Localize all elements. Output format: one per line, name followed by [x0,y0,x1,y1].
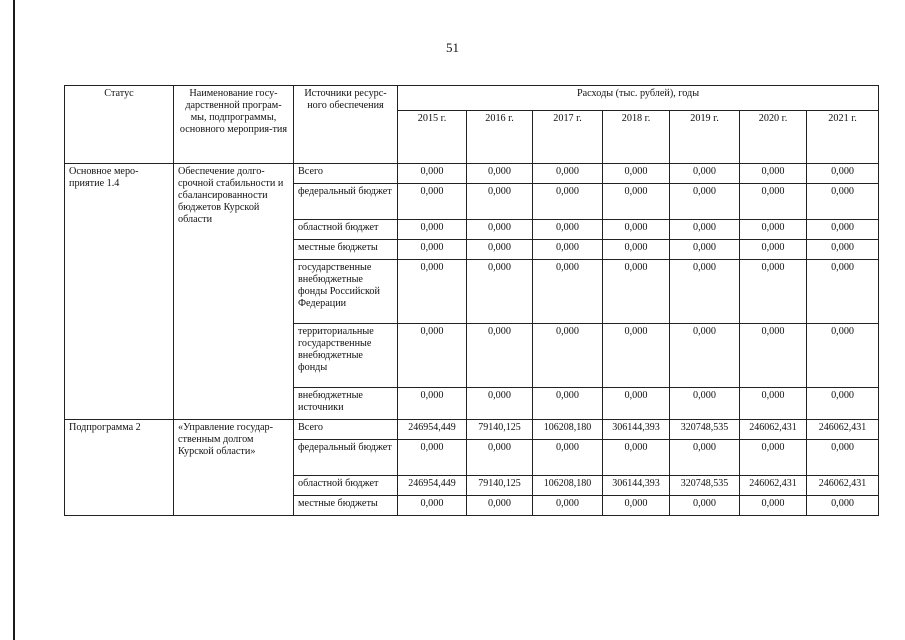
value-cell: 0,000 [533,324,603,388]
value-cell: 0,000 [740,240,807,260]
value-cell: 0,000 [603,220,670,240]
source-cell: местные бюджеты [294,496,398,516]
value-cell: 0,000 [740,496,807,516]
value-cell: 0,000 [398,388,467,420]
source-cell: внебюджетные источники [294,388,398,420]
source-cell: федеральный бюджет [294,440,398,476]
value-cell: 0,000 [467,324,533,388]
value-cell: 0,000 [533,164,603,184]
value-cell: 0,000 [398,260,467,324]
value-cell: 246062,431 [740,420,807,440]
value-cell: 246062,431 [807,476,879,496]
page-number: 51 [446,40,459,55]
value-cell: 306144,393 [603,420,670,440]
header-year: 2019 г. [670,111,740,164]
program-name-cell: Обеспечение долго-срочной стабильности и сбалансированности бюджетов Курской области [174,164,294,420]
value-cell: 0,000 [603,496,670,516]
value-cell: 0,000 [398,440,467,476]
table-row [65,420,879,440]
value-cell: 320748,535 [670,420,740,440]
value-cell: 0,000 [603,388,670,420]
value-cell: 0,000 [670,240,740,260]
value-cell: 0,000 [467,184,533,220]
value-cell: 0,000 [670,388,740,420]
value-cell: 0,000 [603,324,670,388]
budget-table [64,85,879,516]
value-cell: 0,000 [670,496,740,516]
value-cell: 0,000 [533,388,603,420]
value-cell: 0,000 [398,324,467,388]
value-cell: 0,000 [467,260,533,324]
value-cell: 0,000 [603,240,670,260]
source-cell: местные бюджеты [294,240,398,260]
value-cell: 0,000 [533,260,603,324]
value-cell: 0,000 [807,388,879,420]
value-cell: 0,000 [533,184,603,220]
header-year: 2016 г. [467,111,533,164]
value-cell: 0,000 [603,440,670,476]
value-cell: 0,000 [398,164,467,184]
value-cell: 0,000 [603,260,670,324]
source-cell: государственные внебюджетные фонды Российской Федерации [294,260,398,324]
value-cell: 0,000 [467,388,533,420]
value-cell: 0,000 [670,220,740,240]
value-cell: 0,000 [467,240,533,260]
value-cell: 0,000 [467,164,533,184]
value-cell: 0,000 [740,184,807,220]
header-year: 2015 г. [398,111,467,164]
value-cell: 0,000 [533,220,603,240]
value-cell: 0,000 [467,220,533,240]
value-cell: 0,000 [398,184,467,220]
value-cell: 0,000 [533,240,603,260]
table-row [65,164,879,184]
header-year: 2021 г. [807,111,879,164]
header-year: 2018 г. [603,111,670,164]
value-cell: 0,000 [807,440,879,476]
header-year: 2020 г. [740,111,807,164]
value-cell: 0,000 [670,440,740,476]
program-name-cell: «Управление государ-ственным долгом Курской области» [174,420,294,516]
value-cell: 0,000 [467,440,533,476]
value-cell: 0,000 [398,496,467,516]
value-cell: 0,000 [670,164,740,184]
value-cell: 0,000 [807,184,879,220]
value-cell: 0,000 [740,220,807,240]
value-cell: 246062,431 [740,476,807,496]
value-cell: 306144,393 [603,476,670,496]
source-cell: Всего [294,420,398,440]
header-sources: Источники ресурс-ного обеспечения [294,86,398,164]
value-cell: 79140,125 [467,476,533,496]
source-cell: территориальные государственные внебюджетные фонды [294,324,398,388]
value-cell: 0,000 [533,440,603,476]
value-cell: 246954,449 [398,420,467,440]
source-cell: областной бюджет [294,220,398,240]
status-cell: Подпрограмма 2 [65,420,174,516]
header-expenses: Расходы (тыс. рублей), годы [398,86,879,111]
value-cell: 0,000 [670,184,740,220]
header-status: Статус [65,86,174,164]
value-cell: 0,000 [740,440,807,476]
value-cell: 0,000 [807,220,879,240]
value-cell: 0,000 [807,164,879,184]
value-cell: 106208,180 [533,476,603,496]
value-cell: 106208,180 [533,420,603,440]
header-row-top [65,86,879,111]
value-cell: 0,000 [740,388,807,420]
value-cell: 0,000 [740,164,807,184]
value-cell: 0,000 [807,324,879,388]
value-cell: 0,000 [740,324,807,388]
scan-left-edge [13,0,15,640]
value-cell: 0,000 [670,324,740,388]
value-cell: 0,000 [533,496,603,516]
table-body [65,164,879,516]
value-cell: 0,000 [807,496,879,516]
value-cell: 0,000 [603,164,670,184]
value-cell: 0,000 [398,240,467,260]
header-name: Наименование госу-дарственной програм-мы, подпрограммы, основного мероприя-тия [174,86,294,164]
value-cell: 320748,535 [670,476,740,496]
value-cell: 0,000 [467,496,533,516]
value-cell: 0,000 [603,184,670,220]
value-cell: 79140,125 [467,420,533,440]
source-cell: Всего [294,164,398,184]
value-cell: 0,000 [807,240,879,260]
value-cell: 0,000 [807,260,879,324]
source-cell: федеральный бюджет [294,184,398,220]
value-cell: 0,000 [740,260,807,324]
value-cell: 246954,449 [398,476,467,496]
source-cell: областной бюджет [294,476,398,496]
header-year: 2017 г. [533,111,603,164]
value-cell: 246062,431 [807,420,879,440]
value-cell: 0,000 [670,260,740,324]
status-cell: Основное меро-приятие 1.4 [65,164,174,420]
value-cell: 0,000 [398,220,467,240]
